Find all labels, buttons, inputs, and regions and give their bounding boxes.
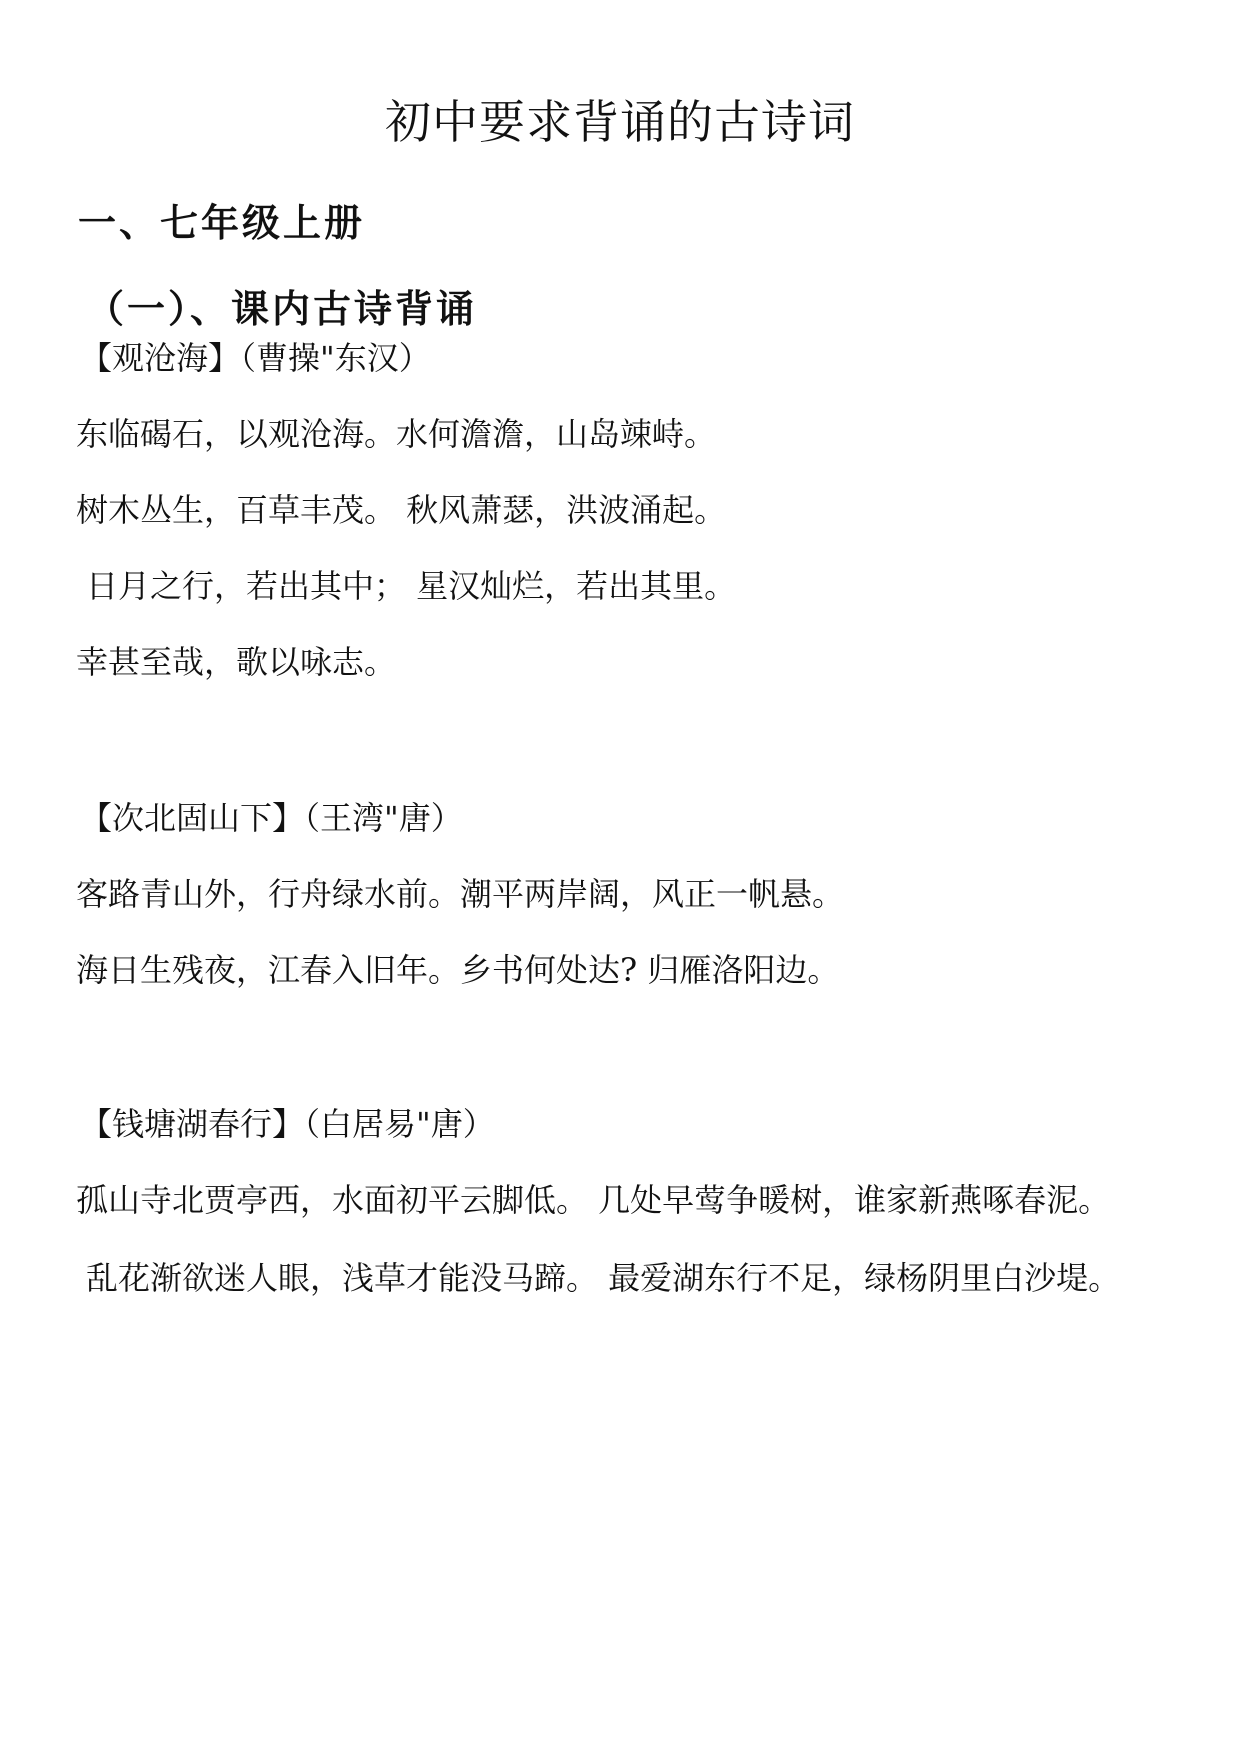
poem-header: 【钱塘湖春行】（白居易"唐） — [80, 1105, 495, 1143]
poem-line: 树木丛生，百草丰茂。 秋风萧瑟，洪波涌起。 — [76, 491, 727, 529]
poem-line: 客路青山外，行舟绿水前。潮平两岸阔，风正一帆悬。 — [76, 875, 845, 913]
poem-line: 日月之行，若出其中； 星汉灿烂，若出其里。 — [86, 567, 737, 605]
poem-line: 海日生残夜，江春入旧年。乡书何处达? 归雁洛阳边。 — [76, 951, 840, 989]
poem-line: 孤山寺北贾亭西，水面初平云脚低。 几处早莺争暖树，谁家新燕啄春泥。 — [76, 1181, 1111, 1219]
poem-header: 【观沧海】（曹操"东汉） — [80, 339, 431, 377]
poem-line: 东临碣石，以观沧海。水何澹澹，山岛竦峙。 — [76, 415, 717, 453]
subsection-heading: （一）、课内古诗背诵 — [86, 287, 478, 331]
section-heading: 一、七年级上册 — [78, 201, 366, 245]
page-title: 初中要求背诵的古诗词 — [385, 95, 855, 149]
poem-line: 乱花渐欲迷人眼，浅草才能没马蹄。 最爱湖东行不足，绿杨阴里白沙堤。 — [86, 1259, 1121, 1297]
poem-line: 幸甚至哉，歌以咏志。 — [76, 643, 397, 681]
poem-header: 【次北固山下】（王湾"唐） — [80, 799, 463, 837]
